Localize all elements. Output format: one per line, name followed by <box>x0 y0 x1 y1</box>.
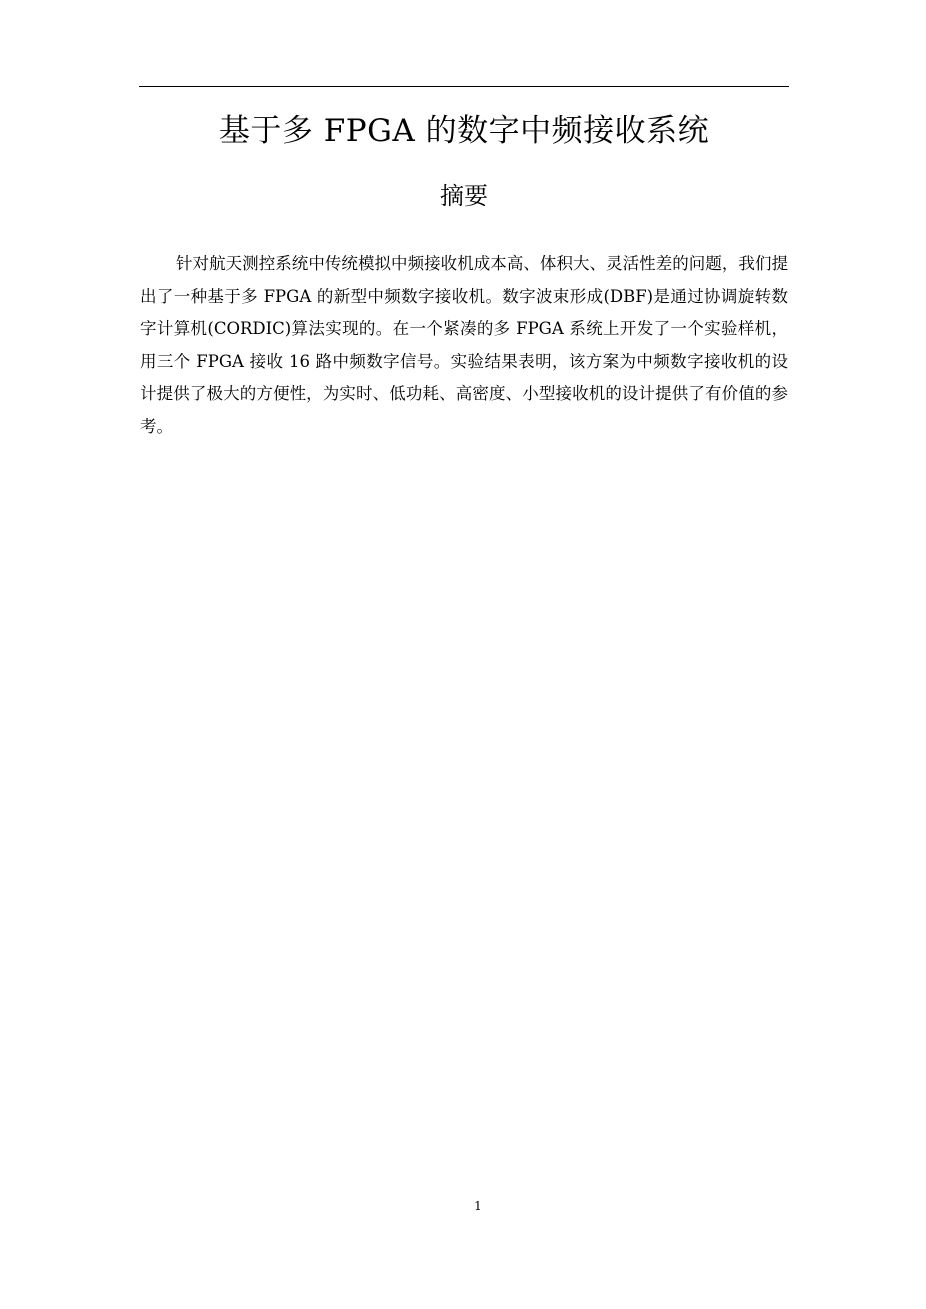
paper-title: 基于多 FPGA 的数字中频接收系统 <box>218 113 710 149</box>
abstract-paragraph: 针对航天测控系统中传统模拟中频接收机成本高、体积大、灵活性差的问题，我们提出了一种基于多 FPGA 的新型中频数字接收机。数字波束形成(DBF)是通过协调旋转数字计算机(CORDIC)算法实现的。在一个紧凑的多 FPGA 系统上开发了一个实验样机，用三个 FPGA 接收 16 路中频数字信号。实验结果表明，该方案为中频数字接收机的设计提供了极大的方便性，为实时、低功耗、高密度、小型接收机的设计提供了有价值的参考。 <box>140 254 788 436</box>
page-number: 1 <box>474 1199 482 1213</box>
header-rule <box>139 86 789 87</box>
abstract-heading: 摘要 <box>440 182 488 210</box>
